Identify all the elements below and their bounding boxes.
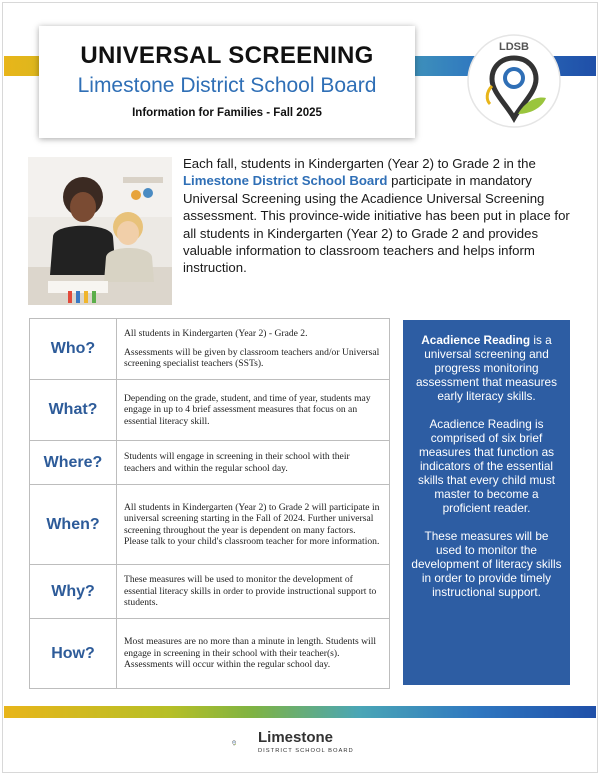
intro-highlight: Limestone District School Board bbox=[183, 173, 388, 189]
footer-subtitle: DISTRICT SCHOOL BOARD bbox=[258, 748, 354, 754]
teacher-student-photo bbox=[28, 157, 172, 305]
table-row bbox=[30, 319, 390, 380]
acadience-info-box bbox=[403, 320, 570, 685]
question-cell: Who? bbox=[30, 319, 117, 380]
acadience-paragraph-3: These measures will be used to monitor the development of literacy skills in order to provide timely instructional support. bbox=[411, 529, 562, 599]
ldsb-logo-text: LDSB bbox=[499, 41, 529, 53]
info-line: Information for Families - Fall 2025 bbox=[132, 107, 322, 119]
answer-text: Most measures are no more than a minute in length. Students will engage in screening in their school with their teacher(s). Assessments will occur within the regular school day. bbox=[124, 636, 377, 671]
answer-text: Assessments will be given by classroom teachers and/or Universal screening specialist teachers (SSTs). bbox=[124, 346, 380, 370]
intro-text-end: participate in mandatory Universal Screening using the Acadience Universal Screening assessment. This province-wide initiative has been put in place for all students in Kindergarten (Year 2) to Grade 2 and provides valuable information to classroom teachers and helps inform instruction. bbox=[183, 173, 570, 276]
intro-paragraph bbox=[183, 155, 578, 277]
footer-logo bbox=[232, 727, 256, 759]
acadience-paragraph-1 bbox=[411, 333, 562, 403]
answer-text: These measures will be used to monitor the development of essential literacy skills in order to provide instructional support to students. bbox=[124, 574, 377, 609]
board-name: Limestone District School Board bbox=[77, 74, 377, 97]
answer-text: Students will engage in screening in their school with their teachers and within the regular school day. bbox=[124, 451, 350, 474]
question-cell: Why? bbox=[30, 565, 117, 619]
title-card bbox=[39, 26, 415, 138]
answer-cell bbox=[117, 380, 390, 441]
bottom-color-band bbox=[4, 706, 596, 718]
table-row bbox=[30, 380, 390, 441]
answer-cell bbox=[117, 319, 390, 380]
page-title: UNIVERSAL SCREENING bbox=[80, 42, 374, 69]
table-row bbox=[30, 485, 390, 565]
acadience-paragraph-2: Acadience Reading is comprised of six brief measures that function as indicators of the essential skills that every child must master to become a proficient reader. bbox=[417, 417, 556, 515]
footer-pin-icon bbox=[232, 741, 236, 746]
table-row bbox=[30, 441, 390, 485]
faq-table bbox=[29, 318, 390, 689]
table-row bbox=[30, 565, 390, 619]
answer-text: All students in Kindergarten (Year 2) - Grade 2. bbox=[124, 328, 308, 340]
answer-cell bbox=[117, 619, 390, 689]
table-row bbox=[30, 619, 390, 689]
question-cell: What? bbox=[30, 380, 117, 441]
question-cell: How? bbox=[30, 619, 117, 689]
acadience-description: is a universal screening and progress monitoring assessment that measures early literacy skills. bbox=[416, 333, 557, 403]
answer-text: Depending on the grade, student, and time of year, students may engage in up to 4 brief assessment measures that focus on an essential literacy skill. bbox=[124, 392, 371, 427]
answer-text: All students in Kindergarten (Year 2) to Grade 2 will participate in universal screening starting in the Fall of 2024. Further universal screening throughout the year is dependent on many factors. Please talk to your child's classroom teacher for more information. bbox=[124, 501, 380, 547]
acadience-name: Acadience Reading bbox=[421, 333, 531, 347]
answer-cell bbox=[117, 565, 390, 619]
question-cell: Where? bbox=[30, 441, 117, 485]
intro-text-start: Each fall, students in Kindergarten (Year 2) to Grade 2 in the bbox=[183, 156, 536, 171]
answer-cell bbox=[117, 485, 390, 565]
footer-brand: Limestone bbox=[258, 729, 334, 746]
question-cell: When? bbox=[30, 485, 117, 565]
ldsb-logo bbox=[466, 26, 562, 136]
answer-cell bbox=[117, 441, 390, 485]
